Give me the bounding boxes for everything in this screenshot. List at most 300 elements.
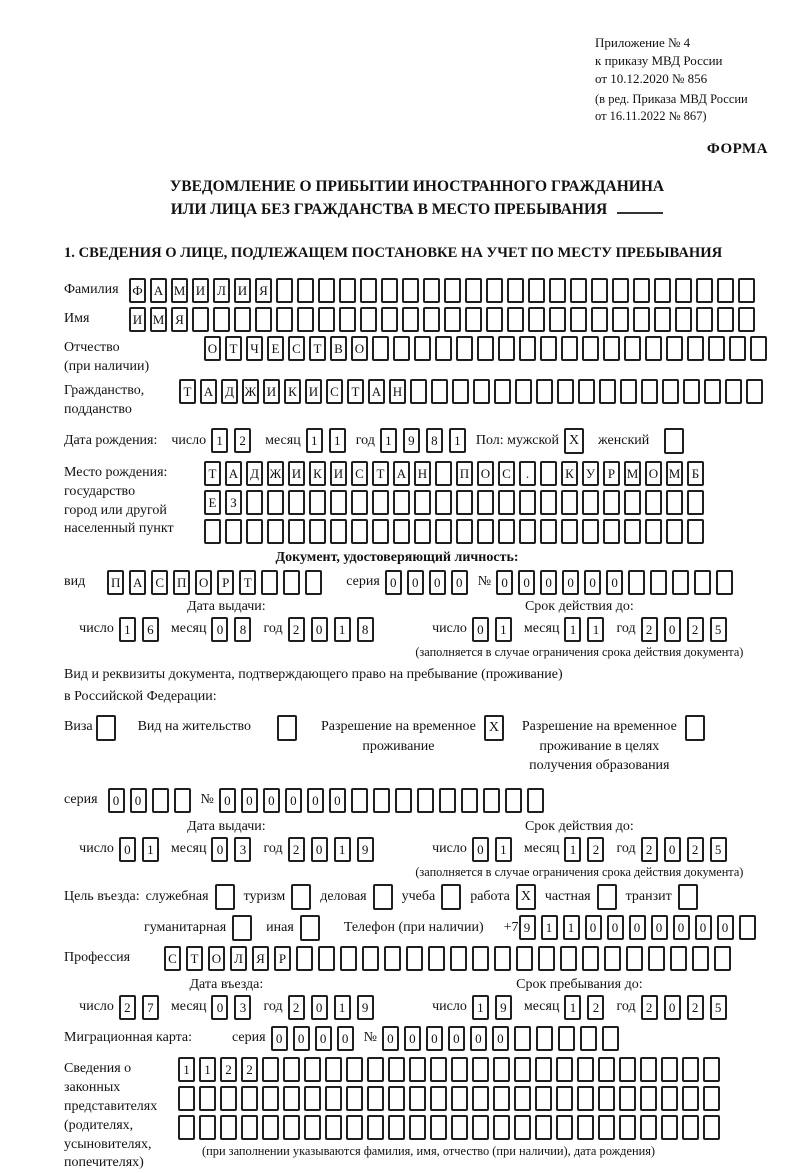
- char-cell[interactable]: [430, 1057, 447, 1082]
- char-cell[interactable]: [703, 1057, 720, 1082]
- char-cell[interactable]: Т: [347, 379, 364, 404]
- char-cell[interactable]: [423, 278, 440, 303]
- char-cell[interactable]: [696, 307, 713, 332]
- char-cell[interactable]: [430, 1115, 447, 1140]
- char-cell[interactable]: В: [330, 336, 347, 361]
- char-cell[interactable]: [381, 278, 398, 303]
- char-cell[interactable]: 0: [562, 570, 579, 595]
- char-cell[interactable]: И: [305, 379, 322, 404]
- char-cell[interactable]: [304, 1086, 321, 1111]
- char-cell[interactable]: 0: [108, 788, 125, 813]
- char-cell[interactable]: [423, 307, 440, 332]
- char-cell[interactable]: Д: [221, 379, 238, 404]
- char-cell[interactable]: 0: [472, 837, 489, 862]
- purpose-tourism-checkbox[interactable]: [291, 884, 311, 910]
- char-cell[interactable]: [435, 461, 452, 486]
- char-cell[interactable]: [746, 379, 763, 404]
- char-cell[interactable]: [750, 336, 767, 361]
- char-cell[interactable]: Е: [267, 336, 284, 361]
- char-cell[interactable]: [340, 946, 357, 971]
- char-cell[interactable]: [626, 946, 643, 971]
- char-cell[interactable]: М: [624, 461, 641, 486]
- char-cell[interactable]: [704, 379, 721, 404]
- char-cell[interactable]: 1: [564, 995, 581, 1020]
- char-cell[interactable]: [414, 336, 431, 361]
- char-cell[interactable]: .: [519, 461, 536, 486]
- char-cell[interactable]: [519, 519, 536, 544]
- char-cell[interactable]: 1: [472, 995, 489, 1020]
- char-cell[interactable]: М: [171, 278, 188, 303]
- char-cell[interactable]: П: [456, 461, 473, 486]
- char-cell[interactable]: [694, 570, 711, 595]
- char-cell[interactable]: 1: [495, 837, 512, 862]
- char-cell[interactable]: [515, 379, 532, 404]
- char-cell[interactable]: 3: [234, 837, 251, 862]
- char-cell[interactable]: 1: [495, 617, 512, 642]
- char-cell[interactable]: [498, 519, 515, 544]
- char-cell[interactable]: 0: [329, 788, 346, 813]
- char-cell[interactable]: [527, 788, 544, 813]
- char-cell[interactable]: [612, 278, 629, 303]
- char-cell[interactable]: 0: [385, 570, 402, 595]
- char-cell[interactable]: [603, 490, 620, 515]
- char-cell[interactable]: [498, 336, 515, 361]
- char-cell[interactable]: [549, 307, 566, 332]
- char-cell[interactable]: 0: [426, 1026, 443, 1051]
- char-cell[interactable]: [439, 788, 456, 813]
- char-cell[interactable]: 2: [288, 837, 305, 862]
- char-cell[interactable]: [339, 307, 356, 332]
- char-cell[interactable]: Т: [239, 570, 256, 595]
- char-cell[interactable]: [461, 788, 478, 813]
- char-cell[interactable]: [650, 570, 667, 595]
- char-cell[interactable]: 2: [687, 617, 704, 642]
- char-cell[interactable]: [654, 278, 671, 303]
- char-cell[interactable]: [450, 946, 467, 971]
- char-cell[interactable]: А: [393, 461, 410, 486]
- char-cell[interactable]: [452, 379, 469, 404]
- char-cell[interactable]: К: [309, 461, 326, 486]
- char-cell[interactable]: 1: [119, 617, 136, 642]
- char-cell[interactable]: 0: [263, 788, 280, 813]
- char-cell[interactable]: 0: [311, 995, 328, 1020]
- char-cell[interactable]: 5: [710, 837, 727, 862]
- char-cell[interactable]: Ж: [242, 379, 259, 404]
- char-cell[interactable]: 0: [382, 1026, 399, 1051]
- char-cell[interactable]: [409, 1057, 426, 1082]
- char-cell[interactable]: И: [288, 461, 305, 486]
- char-cell[interactable]: [451, 1086, 468, 1111]
- char-cell[interactable]: [507, 278, 524, 303]
- char-cell[interactable]: [505, 788, 522, 813]
- char-cell[interactable]: [346, 1115, 363, 1140]
- char-cell[interactable]: [309, 490, 326, 515]
- char-cell[interactable]: [178, 1086, 195, 1111]
- char-cell[interactable]: Я: [255, 278, 272, 303]
- char-cell[interactable]: [538, 946, 555, 971]
- char-cell[interactable]: Л: [213, 278, 230, 303]
- char-cell[interactable]: 0: [448, 1026, 465, 1051]
- char-cell[interactable]: 2: [687, 837, 704, 862]
- char-cell[interactable]: [494, 379, 511, 404]
- char-cell[interactable]: 0: [293, 1026, 310, 1051]
- char-cell[interactable]: [220, 1115, 237, 1140]
- char-cell[interactable]: 2: [288, 995, 305, 1020]
- char-cell[interactable]: [472, 946, 489, 971]
- char-cell[interactable]: 2: [220, 1057, 237, 1082]
- char-cell[interactable]: [528, 307, 545, 332]
- char-cell[interactable]: [346, 1057, 363, 1082]
- char-cell[interactable]: А: [150, 278, 167, 303]
- char-cell[interactable]: Ч: [246, 336, 263, 361]
- char-cell[interactable]: [494, 946, 511, 971]
- char-cell[interactable]: И: [263, 379, 280, 404]
- purpose-official-checkbox[interactable]: [215, 884, 235, 910]
- char-cell[interactable]: 0: [664, 995, 681, 1020]
- char-cell[interactable]: 0: [119, 837, 136, 862]
- char-cell[interactable]: 2: [587, 995, 604, 1020]
- char-cell[interactable]: [297, 278, 314, 303]
- char-cell[interactable]: 2: [288, 617, 305, 642]
- char-cell[interactable]: [624, 490, 641, 515]
- char-cell[interactable]: [351, 490, 368, 515]
- char-cell[interactable]: [367, 1086, 384, 1111]
- char-cell[interactable]: [393, 336, 410, 361]
- sex-male-checkbox[interactable]: X: [564, 428, 584, 454]
- char-cell[interactable]: 9: [357, 995, 374, 1020]
- char-cell[interactable]: [577, 1086, 594, 1111]
- char-cell[interactable]: 0: [429, 570, 446, 595]
- char-cell[interactable]: [703, 1086, 720, 1111]
- char-cell[interactable]: [591, 278, 608, 303]
- char-cell[interactable]: [619, 1057, 636, 1082]
- char-cell[interactable]: [456, 336, 473, 361]
- char-cell[interactable]: [373, 788, 390, 813]
- char-cell[interactable]: 0: [271, 1026, 288, 1051]
- char-cell[interactable]: [267, 519, 284, 544]
- char-cell[interactable]: [725, 379, 742, 404]
- char-cell[interactable]: И: [234, 278, 251, 303]
- char-cell[interactable]: [283, 1057, 300, 1082]
- char-cell[interactable]: [417, 788, 434, 813]
- char-cell[interactable]: [372, 519, 389, 544]
- char-cell[interactable]: 1: [564, 837, 581, 862]
- char-cell[interactable]: [262, 1057, 279, 1082]
- char-cell[interactable]: [367, 1057, 384, 1082]
- char-cell[interactable]: П: [173, 570, 190, 595]
- char-cell[interactable]: [514, 1057, 531, 1082]
- char-cell[interactable]: [451, 1115, 468, 1140]
- char-cell[interactable]: [410, 379, 427, 404]
- char-cell[interactable]: [435, 519, 452, 544]
- char-cell[interactable]: 1: [449, 428, 466, 453]
- char-cell[interactable]: 5: [710, 617, 727, 642]
- char-cell[interactable]: [309, 519, 326, 544]
- char-cell[interactable]: [561, 490, 578, 515]
- char-cell[interactable]: [174, 788, 191, 813]
- char-cell[interactable]: М: [150, 307, 167, 332]
- char-cell[interactable]: 1: [334, 617, 351, 642]
- char-cell[interactable]: 0: [315, 1026, 332, 1051]
- char-cell[interactable]: [465, 307, 482, 332]
- purpose-other-checkbox[interactable]: [300, 915, 320, 941]
- char-cell[interactable]: [582, 519, 599, 544]
- char-cell[interactable]: [288, 519, 305, 544]
- char-cell[interactable]: [444, 307, 461, 332]
- char-cell[interactable]: [717, 278, 734, 303]
- char-cell[interactable]: [640, 1086, 657, 1111]
- char-cell[interactable]: О: [351, 336, 368, 361]
- char-cell[interactable]: [393, 519, 410, 544]
- char-cell[interactable]: [662, 379, 679, 404]
- char-cell[interactable]: [602, 1026, 619, 1051]
- char-cell[interactable]: [360, 307, 377, 332]
- char-cell[interactable]: [367, 1115, 384, 1140]
- char-cell[interactable]: Т: [179, 379, 196, 404]
- char-cell[interactable]: Я: [171, 307, 188, 332]
- char-cell[interactable]: [297, 307, 314, 332]
- char-cell[interactable]: О: [195, 570, 212, 595]
- char-cell[interactable]: [435, 490, 452, 515]
- purpose-transit-checkbox[interactable]: [678, 884, 698, 910]
- char-cell[interactable]: [540, 461, 557, 486]
- char-cell[interactable]: [507, 307, 524, 332]
- char-cell[interactable]: 1: [142, 837, 159, 862]
- char-cell[interactable]: У: [582, 461, 599, 486]
- char-cell[interactable]: [687, 490, 704, 515]
- char-cell[interactable]: [288, 490, 305, 515]
- char-cell[interactable]: [661, 1086, 678, 1111]
- char-cell[interactable]: [406, 946, 423, 971]
- char-cell[interactable]: [483, 788, 500, 813]
- char-cell[interactable]: 2: [641, 995, 658, 1020]
- char-cell[interactable]: [199, 1086, 216, 1111]
- char-cell[interactable]: [603, 336, 620, 361]
- char-cell[interactable]: [456, 519, 473, 544]
- char-cell[interactable]: [477, 519, 494, 544]
- char-cell[interactable]: 1: [541, 915, 558, 940]
- char-cell[interactable]: [372, 336, 389, 361]
- purpose-work-checkbox[interactable]: X: [516, 884, 536, 910]
- char-cell[interactable]: [692, 946, 709, 971]
- char-cell[interactable]: [675, 278, 692, 303]
- char-cell[interactable]: [451, 1057, 468, 1082]
- char-cell[interactable]: К: [284, 379, 301, 404]
- char-cell[interactable]: 1: [199, 1057, 216, 1082]
- char-cell[interactable]: [199, 1115, 216, 1140]
- char-cell[interactable]: [582, 946, 599, 971]
- char-cell[interactable]: [402, 307, 419, 332]
- char-cell[interactable]: О: [645, 461, 662, 486]
- char-cell[interactable]: [535, 1115, 552, 1140]
- char-cell[interactable]: [430, 1086, 447, 1111]
- char-cell[interactable]: [714, 946, 731, 971]
- char-cell[interactable]: 1: [306, 428, 323, 453]
- char-cell[interactable]: Ж: [267, 461, 284, 486]
- char-cell[interactable]: [591, 307, 608, 332]
- char-cell[interactable]: Т: [372, 461, 389, 486]
- char-cell[interactable]: [619, 1115, 636, 1140]
- char-cell[interactable]: [628, 570, 645, 595]
- char-cell[interactable]: Л: [230, 946, 247, 971]
- char-cell[interactable]: [402, 278, 419, 303]
- char-cell[interactable]: Т: [186, 946, 203, 971]
- char-cell[interactable]: [330, 519, 347, 544]
- char-cell[interactable]: [570, 278, 587, 303]
- char-cell[interactable]: [472, 1115, 489, 1140]
- char-cell[interactable]: [729, 336, 746, 361]
- char-cell[interactable]: И: [129, 307, 146, 332]
- char-cell[interactable]: [661, 1115, 678, 1140]
- char-cell[interactable]: З: [225, 490, 242, 515]
- char-cell[interactable]: [624, 519, 641, 544]
- char-cell[interactable]: [477, 490, 494, 515]
- char-cell[interactable]: [304, 1057, 321, 1082]
- char-cell[interactable]: [493, 1057, 510, 1082]
- char-cell[interactable]: [409, 1115, 426, 1140]
- char-cell[interactable]: [577, 1115, 594, 1140]
- char-cell[interactable]: 2: [119, 995, 136, 1020]
- char-cell[interactable]: 0: [307, 788, 324, 813]
- char-cell[interactable]: [645, 490, 662, 515]
- char-cell[interactable]: А: [200, 379, 217, 404]
- char-cell[interactable]: [535, 1057, 552, 1082]
- char-cell[interactable]: [241, 1115, 258, 1140]
- char-cell[interactable]: Е: [204, 490, 221, 515]
- char-cell[interactable]: [556, 1115, 573, 1140]
- char-cell[interactable]: [640, 1057, 657, 1082]
- char-cell[interactable]: 9: [519, 915, 536, 940]
- char-cell[interactable]: 1: [587, 617, 604, 642]
- char-cell[interactable]: [558, 1026, 575, 1051]
- temp-permit-checkbox[interactable]: X: [484, 715, 504, 741]
- char-cell[interactable]: [540, 336, 557, 361]
- char-cell[interactable]: 0: [337, 1026, 354, 1051]
- char-cell[interactable]: 1: [334, 837, 351, 862]
- char-cell[interactable]: Ф: [129, 278, 146, 303]
- char-cell[interactable]: [283, 1115, 300, 1140]
- char-cell[interactable]: 1: [211, 428, 228, 453]
- char-cell[interactable]: [262, 1086, 279, 1111]
- char-cell[interactable]: 0: [717, 915, 734, 940]
- char-cell[interactable]: 0: [584, 570, 601, 595]
- char-cell[interactable]: [276, 278, 293, 303]
- char-cell[interactable]: 6: [142, 617, 159, 642]
- char-cell[interactable]: 0: [606, 570, 623, 595]
- char-cell[interactable]: [351, 519, 368, 544]
- char-cell[interactable]: [192, 307, 209, 332]
- char-cell[interactable]: [414, 519, 431, 544]
- char-cell[interactable]: [670, 946, 687, 971]
- char-cell[interactable]: [305, 570, 322, 595]
- char-cell[interactable]: [381, 307, 398, 332]
- char-cell[interactable]: [516, 946, 533, 971]
- char-cell[interactable]: [493, 1086, 510, 1111]
- char-cell[interactable]: [362, 946, 379, 971]
- char-cell[interactable]: [225, 519, 242, 544]
- char-cell[interactable]: 0: [496, 570, 513, 595]
- char-cell[interactable]: 1: [563, 915, 580, 940]
- char-cell[interactable]: [409, 1086, 426, 1111]
- char-cell[interactable]: [388, 1115, 405, 1140]
- char-cell[interactable]: 1: [564, 617, 581, 642]
- char-cell[interactable]: [549, 278, 566, 303]
- char-cell[interactable]: [255, 307, 272, 332]
- char-cell[interactable]: [578, 379, 595, 404]
- char-cell[interactable]: [682, 1057, 699, 1082]
- purpose-business-checkbox[interactable]: [373, 884, 393, 910]
- char-cell[interactable]: [599, 379, 616, 404]
- char-cell[interactable]: А: [129, 570, 146, 595]
- char-cell[interactable]: 0: [470, 1026, 487, 1051]
- char-cell[interactable]: [536, 379, 553, 404]
- char-cell[interactable]: 0: [130, 788, 147, 813]
- char-cell[interactable]: 2: [641, 837, 658, 862]
- char-cell[interactable]: 0: [664, 617, 681, 642]
- char-cell[interactable]: Т: [204, 461, 221, 486]
- char-cell[interactable]: [395, 788, 412, 813]
- char-cell[interactable]: 1: [329, 428, 346, 453]
- edu-permit-checkbox[interactable]: [685, 715, 705, 741]
- char-cell[interactable]: [582, 490, 599, 515]
- char-cell[interactable]: [738, 278, 755, 303]
- char-cell[interactable]: [661, 1057, 678, 1082]
- char-cell[interactable]: 0: [311, 617, 328, 642]
- char-cell[interactable]: [557, 379, 574, 404]
- char-cell[interactable]: [598, 1057, 615, 1082]
- char-cell[interactable]: И: [192, 278, 209, 303]
- char-cell[interactable]: [351, 788, 368, 813]
- purpose-study-checkbox[interactable]: [441, 884, 461, 910]
- char-cell[interactable]: 0: [540, 570, 557, 595]
- char-cell[interactable]: [604, 946, 621, 971]
- char-cell[interactable]: [739, 915, 756, 940]
- char-cell[interactable]: 1: [334, 995, 351, 1020]
- char-cell[interactable]: [640, 1115, 657, 1140]
- char-cell[interactable]: [220, 1086, 237, 1111]
- char-cell[interactable]: [388, 1057, 405, 1082]
- char-cell[interactable]: [598, 1086, 615, 1111]
- char-cell[interactable]: [582, 336, 599, 361]
- char-cell[interactable]: О: [208, 946, 225, 971]
- char-cell[interactable]: С: [498, 461, 515, 486]
- char-cell[interactable]: 0: [492, 1026, 509, 1051]
- char-cell[interactable]: Т: [309, 336, 326, 361]
- residence-permit-checkbox[interactable]: [277, 715, 297, 741]
- char-cell[interactable]: 0: [629, 915, 646, 940]
- char-cell[interactable]: 0: [241, 788, 258, 813]
- char-cell[interactable]: [633, 307, 650, 332]
- char-cell[interactable]: О: [204, 336, 221, 361]
- char-cell[interactable]: [498, 490, 515, 515]
- char-cell[interactable]: 8: [426, 428, 443, 453]
- char-cell[interactable]: [570, 307, 587, 332]
- char-cell[interactable]: К: [561, 461, 578, 486]
- char-cell[interactable]: [540, 490, 557, 515]
- char-cell[interactable]: [598, 1115, 615, 1140]
- char-cell[interactable]: [603, 519, 620, 544]
- char-cell[interactable]: 7: [142, 995, 159, 1020]
- char-cell[interactable]: 9: [357, 837, 374, 862]
- char-cell[interactable]: Р: [217, 570, 234, 595]
- char-cell[interactable]: [213, 307, 230, 332]
- char-cell[interactable]: А: [225, 461, 242, 486]
- char-cell[interactable]: П: [107, 570, 124, 595]
- char-cell[interactable]: [339, 278, 356, 303]
- char-cell[interactable]: [556, 1086, 573, 1111]
- char-cell[interactable]: Н: [389, 379, 406, 404]
- char-cell[interactable]: [486, 278, 503, 303]
